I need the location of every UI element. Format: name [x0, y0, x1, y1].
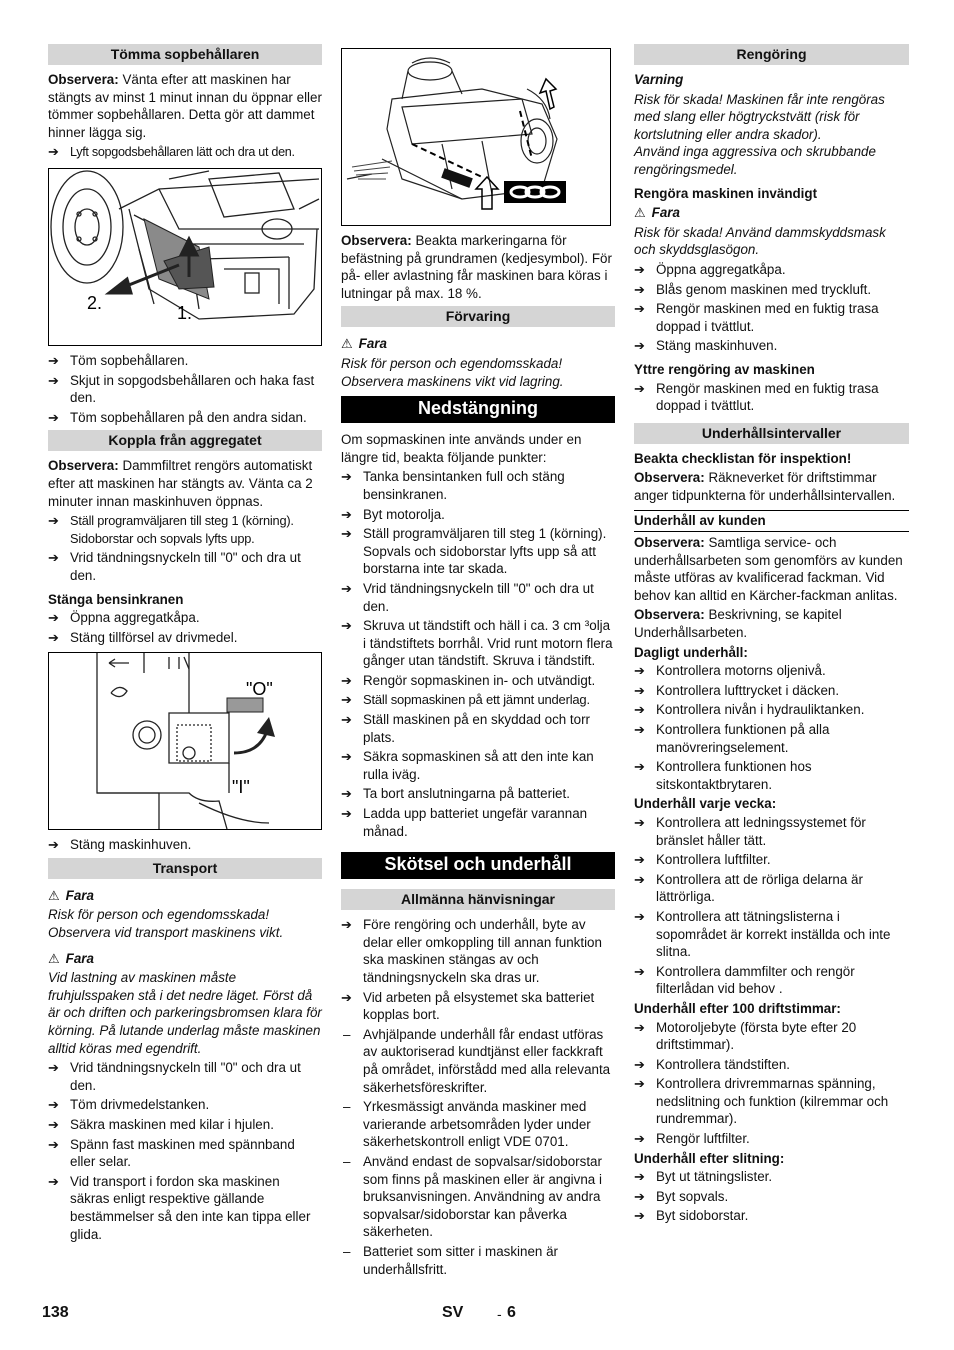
- dust-container-illustration: [49, 169, 321, 345]
- list-item: ➔ Blås genom maskinen med tryckluft.: [634, 281, 872, 297]
- list-item: ➔ Kontrollera motorns oljenivå.: [634, 663, 826, 679]
- warning-triangle-icon: ⚠: [48, 887, 60, 903]
- stanga-steps: [48, 609, 322, 646]
- arrow-icon: ➔: [48, 1097, 59, 1113]
- heading-forvaring: Förvaring: [341, 306, 615, 327]
- arrow-icon: ➔: [634, 1056, 645, 1072]
- figure-fuel-valve: [48, 652, 322, 830]
- heading-underhall: Underhållsintervaller: [634, 423, 909, 444]
- heading-nedstangning: Nedstängning: [341, 396, 615, 423]
- subheading-yttre: Yttre rengöring av maskinen: [634, 361, 815, 377]
- arrow-icon: ➔: [341, 469, 352, 485]
- list-item: ➔ Ladda upp batteriet ungefär varannan månad.: [341, 806, 588, 839]
- list-item: ➔ Töm sopbehållaren.: [48, 352, 189, 368]
- list-item: ➔ Kontrollera drivremmarnas spänning, nedslitning och funktion (kilremmar och rundremmar).: [634, 1076, 889, 1127]
- valve-open-label: "O": [246, 679, 273, 700]
- page-number: 138: [42, 1304, 69, 1321]
- arrow-icon: ➔: [48, 372, 59, 388]
- arrow-icon: ➔: [48, 629, 59, 645]
- arrow-icon: ➔: [48, 550, 59, 566]
- list-item: – Batteriet som sitter i maskinen är underhållsfritt.: [343, 1243, 558, 1277]
- list-item: ➔ Kontrollera nivån i hydrauliktanken.: [634, 702, 865, 718]
- valve-closed-label: "I": [232, 777, 250, 798]
- transport-warning-text-1: Risk för person och egendomsskada! Observera vid transport maskinens vikt.: [48, 907, 284, 941]
- heading-transport: Transport: [48, 858, 322, 879]
- rengoring-warning-text: Risk för skada! Maskinen får inte rengöras med slang eller högtryckstvätt (risk för kortslutning eller andra skador). Använd inga aggressiva och skrubbande rengöringsmedel.: [634, 91, 885, 177]
- forvaring-warning-text: Risk för person och egendomsskada! Observera maskinens vikt vid lagring.: [341, 355, 564, 389]
- arrow-icon: ➔: [634, 663, 645, 679]
- arrow-icon: ➔: [48, 1060, 59, 1076]
- warning-fara: ⚠ Fara: [341, 336, 387, 352]
- list-item: ➔ Byt sopvals.: [634, 1188, 729, 1204]
- list-item: ➔ Säkra sopmaskinen så att den inte kan rulla iväg.: [341, 749, 594, 782]
- list-item: ➔ Kontrollera dammfilter och rengör filterlådan vid behov .: [634, 963, 855, 997]
- list-item: ➔ Kontrollera luftfilter.: [634, 852, 771, 868]
- arrow-icon: ➔: [48, 409, 59, 425]
- arrow-icon: ➔: [48, 610, 59, 626]
- list-item: ➔ Kontrollera att tätningslisterna i sopområdet är korrekt inställda och inte slitna.: [634, 908, 891, 960]
- list-item: ➔ Rengör luftfilter.: [634, 1131, 750, 1147]
- list-item: ➔ Vrid tändningsnyckeln till "0" och dra ut den.: [48, 550, 301, 583]
- arrow-icon: ➔: [48, 1117, 59, 1132]
- arrow-icon: ➔: [341, 749, 352, 765]
- figure-label-1: 1.: [177, 302, 193, 323]
- checklist-note: Beakta checklistan för inspektion!: [634, 450, 852, 466]
- list-item: ➔ Ställ programväljaren till steg 1 (körning). Sidoborstar och sopvals lyfts upp.: [48, 513, 294, 546]
- list-item: ➔ Kontrollera tändstiften.: [634, 1056, 790, 1072]
- arrow-icon: ➔: [634, 759, 645, 775]
- list-item: ➔ Stäng maskinhuven.: [48, 837, 192, 853]
- warning-triangle-icon: ⚠: [48, 950, 60, 966]
- language-code: SV: [442, 1304, 464, 1321]
- tomma-steps: [48, 352, 322, 426]
- arrow-icon: ➔: [634, 1076, 645, 1092]
- list-item: ➔ Rengör maskinen med en fuktig trasa doppad i tvättlut.: [634, 301, 879, 334]
- column-3: [634, 44, 909, 1227]
- tie-down-illustration: [342, 49, 610, 225]
- heading-rengoring: Rengöring: [634, 44, 909, 65]
- heading-koppla: Koppla från aggregatet: [48, 430, 322, 451]
- list-item: ➔ Spänn fast maskinen med spännband eller selar.: [48, 1136, 295, 1170]
- list-item: ➔ Ställ maskinen på en skyddad och torr plats.: [341, 712, 591, 745]
- tie-down-note: Observera: Beakta markeringarna för befästning på grundramen (kedjesymbol). För på- eller avlastning får maskinen bara köras i lutningar på max. 18 %.: [341, 233, 612, 301]
- subheading-100-hours: Underhåll efter 100 driftstimmar:: [634, 1000, 841, 1016]
- arrow-icon: ➔: [48, 1136, 59, 1152]
- arrow-icon: ➔: [634, 301, 645, 317]
- column-1: [48, 44, 322, 1245]
- transport-warning-text-2: Vid lastning av maskinen måste fruhjulsspaken stå i det nedre läget. Först då är och driften och parkeringsbromsen klara för körning. På lutande underlag måste maskinen alltid köras med egendrift.: [48, 970, 322, 1056]
- list-item: ➔ Ställ programväljaren till steg 1 (körning). Sopvals och sidoborstar lyfts upp så att borstarna inte tar skada.: [341, 526, 607, 577]
- list-item: ➔ Kontrollera funktionen på alla manövreringselement.: [634, 722, 830, 755]
- figure-dust-container: [48, 168, 322, 346]
- list-item: ➔ Motoroljebyte (första byte efter 20 driftstimmar).: [634, 1019, 857, 1053]
- figure-tie-down: [341, 48, 611, 226]
- arrow-icon: ➔: [634, 281, 645, 297]
- tomma-step-list: [48, 143, 322, 162]
- warning-fara-1: ⚠ Fara: [48, 887, 94, 903]
- allmanna-dash-list: [341, 1026, 615, 1278]
- list-item: ➔ Töm sopbehållaren på den andra sidan.: [48, 409, 307, 425]
- tomma-note: Observera: Vänta efter att maskinen har stängts av minst 1 minut innan du öppnar eller tömmer sopbehållaren. Detta gör att dammet hinner lägga sig.: [48, 72, 322, 140]
- list-item: – Använd endast de sopvalsar/sidoborstar som finns på maskinen eller är angivna i bruksanvisningen. Användning av andra sopvalsar/sidoborstar kan påverka säkerheten.: [343, 1153, 602, 1240]
- arrow-icon: ➔: [634, 722, 645, 737]
- vecka-steps: [634, 814, 909, 998]
- arrow-icon: ➔: [634, 1169, 645, 1185]
- heading-tomma: Tömma sopbehållaren: [48, 44, 322, 65]
- nedstangning-intro: Om sopmaskinen inte används under en längre tid, beakta följande punkter:: [341, 432, 582, 465]
- list-item: ➔ Skjut in sopgodsbehållaren och haka fast den.: [48, 372, 315, 406]
- arrow-icon: ➔: [341, 806, 352, 822]
- list-item: ➔ Lyft sopgodsbehållaren lätt och dra ut den.: [48, 144, 295, 160]
- list-item: ➔ Vid arbeten på elsystemet ska batteriet kopplas bort.: [341, 989, 595, 1023]
- list-item: ➔ Vid transport i fordon ska maskinen säkras enligt respektive gällande bestämmelser så den inte kan tippa eller glida.: [48, 1173, 311, 1242]
- footer-separator: -: [497, 1306, 502, 1322]
- list-item: ➔ Stäng tillförsel av drivmedel.: [48, 629, 238, 645]
- list-item: ➔ Vrid tändningsnyckeln till "0" och dra ut den.: [48, 1060, 301, 1093]
- list-item: ➔ Ställ sopmaskinen på ett jämnt underlag.: [341, 692, 590, 708]
- koppla-steps: [48, 512, 322, 584]
- list-item: ➔ Skruva ut tändstift och häll i ca. 3 cm ³olja i tändstiftets borrhål. Vrid runt motorn flera gånger utan tändstift. Skruva i tändstift.: [341, 618, 613, 669]
- kunden-note-2: Observera: Beskrivning, se kapitel Underhållsarbeten.: [634, 607, 842, 641]
- list-item: ➔ Byt ut tätningslister.: [634, 1169, 773, 1185]
- arrow-icon: ➔: [341, 618, 352, 634]
- heading-allmanna: Allmänna hänvisningar: [341, 889, 615, 910]
- arrow-icon: ➔: [634, 814, 645, 830]
- arrow-icon: ➔: [634, 963, 645, 979]
- dagligt-steps: [634, 662, 909, 793]
- arrow-icon: ➔: [634, 1131, 645, 1147]
- warning-triangle-icon: ⚠: [634, 205, 646, 221]
- arrow-icon: ➔: [341, 786, 352, 802]
- arrow-icon: ➔: [634, 682, 645, 698]
- list-item: – Avhjälpande underhåll får endast utföras av auktoriserad kundtjänst eller fackkraft på området, införstådd med alla relevanta säkerhetsföreskrifter.: [343, 1026, 611, 1095]
- arrow-icon: ➔: [48, 352, 59, 368]
- yttre-steps: [634, 380, 909, 415]
- arrow-icon: ➔: [341, 712, 352, 728]
- list-item: ➔ Kontrollera funktionen hos sitskontaktbrytaren.: [634, 759, 812, 792]
- arrow-icon: ➔: [48, 513, 59, 529]
- list-item: ➔ Öppna aggregatkåpa.: [48, 610, 200, 626]
- invandigt-steps: [634, 261, 909, 355]
- stanga-step-3: [48, 836, 322, 854]
- arrow-icon: ➔: [341, 692, 352, 708]
- subheading-invandigt: Rengöra maskinen invändigt: [634, 185, 818, 201]
- arrow-icon: ➔: [341, 672, 352, 688]
- koppla-note: Observera: Dammfiltret rengörs automatiskt efter att maskinen har stängts av. Vänta ca 2 minuter innan maskinhuven öppnas.: [48, 458, 313, 509]
- arrow-icon: ➔: [341, 917, 352, 933]
- arrow-icon: ➔: [634, 871, 645, 887]
- list-item: ➔ Ta bort anslutningarna på batteriet.: [341, 786, 570, 802]
- column-2: [341, 48, 615, 1280]
- nedstangning-steps: [341, 468, 615, 840]
- subheading-dagligt: Dagligt underhåll:: [634, 644, 748, 660]
- subheading-vecka: Underhåll varje vecka:: [634, 796, 777, 812]
- arrow-icon: ➔: [634, 1188, 645, 1204]
- list-item: ➔ Byt motorolja.: [341, 506, 445, 522]
- list-item: ➔ Tanka bensintanken full och stäng bensinkranen.: [341, 469, 565, 502]
- arrow-icon: ➔: [341, 506, 352, 522]
- arrow-icon: ➔: [634, 852, 645, 868]
- slitning-steps: [634, 1168, 909, 1225]
- arrow-icon: ➔: [341, 989, 352, 1005]
- warning-varning: Varning: [634, 72, 684, 87]
- arrow-icon: ➔: [634, 1019, 645, 1035]
- underhall-note: Observera: Räkneverket för driftstimmar anger tidpunkterna för underhållsintervallen.: [634, 470, 896, 503]
- arrow-icon: ➔: [634, 1208, 645, 1224]
- list-item: ➔ Vrid tändningsnyckeln till "0" och dra ut den.: [341, 580, 594, 614]
- list-item: ➔ Töm drivmedelstanken.: [48, 1097, 210, 1113]
- arrow-icon: ➔: [341, 580, 352, 596]
- list-item: ➔ Kontrollera att de rörliga delarna är lättrörliga.: [634, 871, 863, 905]
- invandigt-warning-text: Risk för skada! Använd dammskyddsmask och skyddsglasögon.: [634, 224, 886, 258]
- arrow-icon: ➔: [341, 526, 352, 542]
- list-item: – Yrkesmässigt använda maskiner med varierande arbetsområden lyder under säkerhetskontroll enligt VDE 0701.: [343, 1099, 591, 1150]
- arrow-icon: ➔: [48, 144, 59, 160]
- list-item: ➔ Stäng maskinhuven.: [634, 338, 778, 354]
- list-item: ➔ Säkra maskinen med kilar i hjulen.: [48, 1117, 274, 1132]
- kunden-note-1: Observera: Samtliga service- och underhållsarbeten som genomförs av kunden måste utföras av kvalificerad fackman. Vid behov kan alltid en Kärcher-fackman anlitas.: [634, 535, 903, 603]
- list-item: ➔ Före rengöring och underhåll, byte av delar eller omkoppling till annan funktion ska maskinen stängas av och tändningsnyckeln ska dras ur.: [341, 917, 602, 985]
- list-item: ➔ Kontrollera att ledningssystemet för bränslet håller tätt.: [634, 814, 866, 848]
- list-item: ➔ Öppna aggregatkåpa.: [634, 261, 786, 277]
- arrow-icon: ➔: [48, 1173, 59, 1189]
- arrow-icon: ➔: [634, 338, 645, 354]
- list-item: ➔ Rengör sopmaskinen in- och utvändigt.: [341, 672, 596, 688]
- subheading-kunden: Underhåll av kunden: [634, 510, 909, 532]
- list-item: ➔ Byt sidoborstar.: [634, 1208, 749, 1224]
- fuel-valve-illustration: [49, 653, 321, 829]
- figure-label-2: 2.: [87, 292, 103, 313]
- arrow-icon: ➔: [634, 908, 645, 924]
- arrow-icon: ➔: [48, 837, 59, 853]
- warning-triangle-icon: ⚠: [341, 336, 353, 352]
- arrow-icon: ➔: [634, 702, 645, 718]
- transport-steps: [48, 1059, 322, 1243]
- h100-steps: [634, 1019, 909, 1148]
- list-item: ➔ Rengör maskinen med en fuktig trasa doppad i tvättlut.: [634, 380, 879, 414]
- list-item: ➔ Kontrollera lufttrycket i däcken.: [634, 682, 840, 698]
- arrow-icon: ➔: [634, 261, 645, 277]
- section-number: 6: [507, 1304, 516, 1321]
- subheading-slitning: Underhåll efter slitning:: [634, 1150, 785, 1166]
- subheading-stanga: Stänga bensinkranen: [48, 591, 184, 607]
- arrow-icon: ➔: [634, 380, 645, 396]
- warning-fara: ⚠ Fara: [634, 205, 680, 221]
- warning-fara-2: ⚠ Fara: [48, 950, 94, 966]
- heading-skotsel: Skötsel och underhåll: [341, 852, 615, 879]
- allmanna-steps: [341, 916, 615, 1024]
